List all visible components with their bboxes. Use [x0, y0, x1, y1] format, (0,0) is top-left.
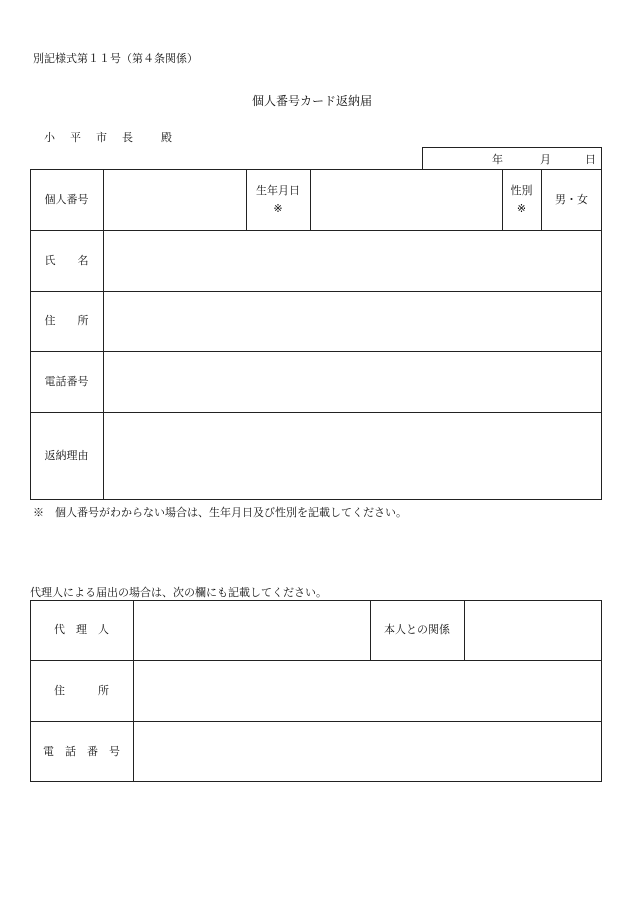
dairinin-field[interactable] [134, 601, 369, 659]
page-title: 個人番号カード返納届 [252, 94, 373, 108]
proxy-jusho-field[interactable] [134, 661, 601, 720]
seibetsu-value[interactable]: 男・女 [555, 192, 588, 206]
seibetsu-label [502, 169, 541, 230]
form-number: 別記様式第１１号（第４条関係） [33, 52, 198, 65]
henno-riyu-label: 返納理由 [44, 449, 89, 463]
jusho-field[interactable] [104, 292, 601, 350]
proxy-denwa-label: 電 話 番 号 [43, 744, 120, 758]
jusho-label: 住 所 [44, 314, 89, 328]
kankei-label: 本人との関係 [384, 623, 450, 637]
date-day-label: 日 [585, 153, 596, 166]
shimei-field[interactable] [104, 231, 601, 290]
date-year-label: 年 [492, 153, 503, 166]
note-text: ※ 個人番号がわからない場合は、生年月日及び性別を記載してください。 [33, 506, 407, 519]
proxy-intro: 代理人による届出の場合は、次の欄にも記載してください。 [30, 586, 327, 599]
henno-riyu-field[interactable] [104, 413, 601, 499]
seibetsu-text: 性別 [510, 183, 533, 197]
seinengappi-text: 生年月日 [256, 183, 300, 197]
date-month-label: 月 [540, 153, 551, 166]
seibetsu-mark: ※ [516, 201, 527, 215]
proxy-denwa-field[interactable] [134, 722, 601, 781]
date-box [422, 147, 602, 170]
proxy-jusho-label: 住 所 [54, 683, 109, 697]
dairinin-label: 代 理 人 [54, 623, 109, 637]
kankei-field[interactable] [465, 601, 601, 659]
seinengappi-label [246, 169, 310, 230]
denwa-field[interactable] [104, 352, 601, 411]
addressee: 小 平 市 長 殿 [44, 131, 174, 144]
seinengappi-mark: ※ [273, 201, 283, 215]
denwa-label: 電話番号 [44, 374, 89, 388]
shimei-label: 氏 名 [44, 253, 89, 267]
seinengappi-field[interactable] [311, 170, 501, 229]
kojin-bango-field[interactable] [104, 170, 245, 229]
kojin-bango-label: 個人番号 [44, 192, 89, 206]
